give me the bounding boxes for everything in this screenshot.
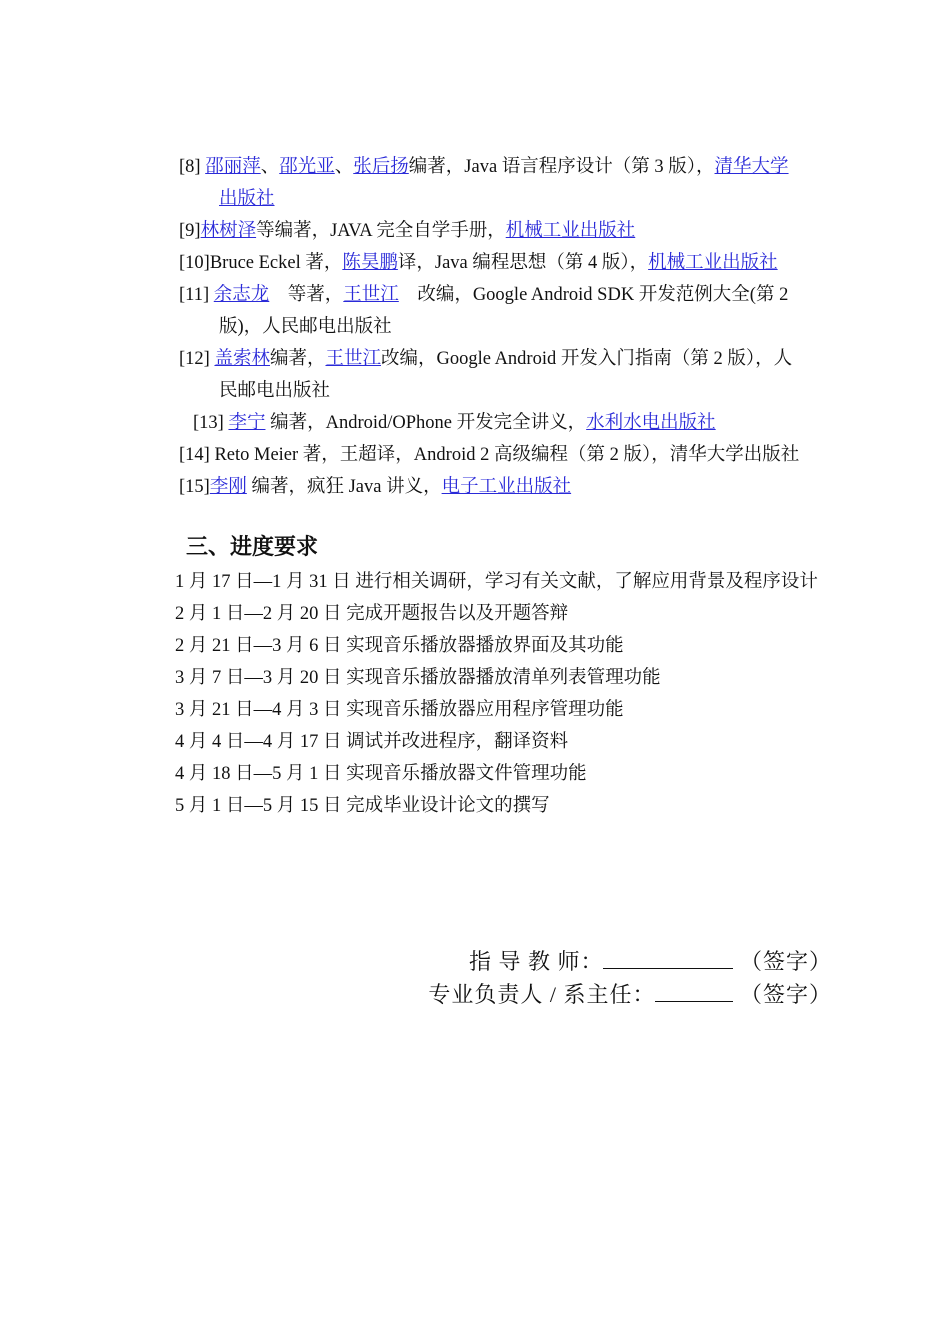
reference-13: [13] 李宁 编著，Android/OPhone 开发完全讲义，水利水电出版社 xyxy=(193,413,716,433)
head-signature-line xyxy=(428,979,832,1011)
schedule-item: 3 月 7 日—3 月 20 日 实现音乐播放器播放清单列表管理功能 xyxy=(175,668,661,688)
section-title: 三、进度要求 xyxy=(186,535,319,560)
author-link[interactable]: 李宁 xyxy=(228,413,266,433)
publisher-link[interactable]: 水利水电出版社 xyxy=(586,413,716,433)
reference-8-continued xyxy=(219,183,275,215)
publisher-link[interactable]: 机械工业出版社 xyxy=(505,221,636,241)
author-link[interactable]: 邵丽萍 xyxy=(205,157,261,177)
reference-10: [10]Bruce Eckel 著，陈昊鹏译，Java 编程思想（第 4 版），机械工业出版社 xyxy=(179,253,778,273)
reference-8: [8] 邵丽萍、邵光亚、张后扬编著，Java 语言程序设计（第 3 版），清华大学 xyxy=(179,157,789,177)
head-label: 专业负责人 / 系主任： xyxy=(428,982,656,1007)
advisor-signature-blank[interactable] xyxy=(603,948,733,969)
author-link[interactable]: 李刚 xyxy=(209,477,247,497)
publisher-link[interactable]: 机械工业出版社 xyxy=(648,253,778,273)
publisher-link[interactable]: 清华大学 xyxy=(714,157,789,177)
reference-9: [9]林树泽等编著，JAVA 完全自学手册，机械工业出版社 xyxy=(179,221,636,241)
author-link[interactable]: 王世江 xyxy=(343,285,399,305)
author-link[interactable]: 余志龙 xyxy=(213,285,270,305)
reference-11: [11] 余志龙 等著，王世江 改编，Google Android SDK 开发范例大全(第 2 xyxy=(179,285,789,305)
author-link[interactable]: 林树泽 xyxy=(200,221,257,241)
schedule-item: 4 月 18 日—5 月 1 日 实现音乐播放器文件管理功能 xyxy=(175,764,587,784)
translator-link[interactable]: 陈昊鹏 xyxy=(342,253,398,273)
reference-12: [12] 盖索林编著，王世江改编，Google Android 开发入门指南（第 2 版），人 xyxy=(179,349,793,369)
publisher-link[interactable]: 电子工业出版社 xyxy=(441,477,572,497)
schedule-item: 3 月 21 日—4 月 3 日 实现音乐播放器应用程序管理功能 xyxy=(175,700,624,720)
head-sign-note: （签字） xyxy=(739,982,832,1007)
schedule-item: 4 月 4 日—4 月 17 日 调试并改进程序，翻译资料 xyxy=(175,732,569,752)
author-link[interactable]: 张后扬 xyxy=(353,157,409,177)
reference-12-continued: 民邮电出版社 xyxy=(219,381,331,401)
head-signature-blank[interactable] xyxy=(655,981,733,1002)
advisor-label: 指 导 教 师： xyxy=(468,949,604,974)
schedule-item: 5 月 1 日—5 月 15 日 完成毕业设计论文的撰写 xyxy=(175,796,550,816)
schedule-item: 1 月 17 日—1 月 31 日 进行相关调研，学习有关文献，了解应用背景及程序设计 xyxy=(175,572,818,592)
schedule-item: 2 月 21 日—3 月 6 日 实现音乐播放器播放界面及其功能 xyxy=(175,636,624,656)
publisher-link[interactable]: 出版社 xyxy=(219,189,275,209)
reference-14: [14] Reto Meier 著，王超译，Android 2 高级编程（第 2 版），清华大学出版社 xyxy=(179,445,800,465)
author-link[interactable]: 王世江 xyxy=(325,349,381,369)
author-link[interactable]: 盖索林 xyxy=(214,349,270,369)
advisor-sign-note: （签字） xyxy=(739,949,832,974)
author-link[interactable]: 邵光亚 xyxy=(279,157,335,177)
reference-15: [15]李刚 编著，疯狂 Java 讲义，电子工业出版社 xyxy=(179,477,572,497)
reference-11-continued: 版)，人民邮电出版社 xyxy=(219,317,392,337)
advisor-signature-line xyxy=(469,946,832,978)
schedule-item: 2 月 1 日—2 月 20 日 完成开题报告以及开题答辩 xyxy=(175,604,569,624)
